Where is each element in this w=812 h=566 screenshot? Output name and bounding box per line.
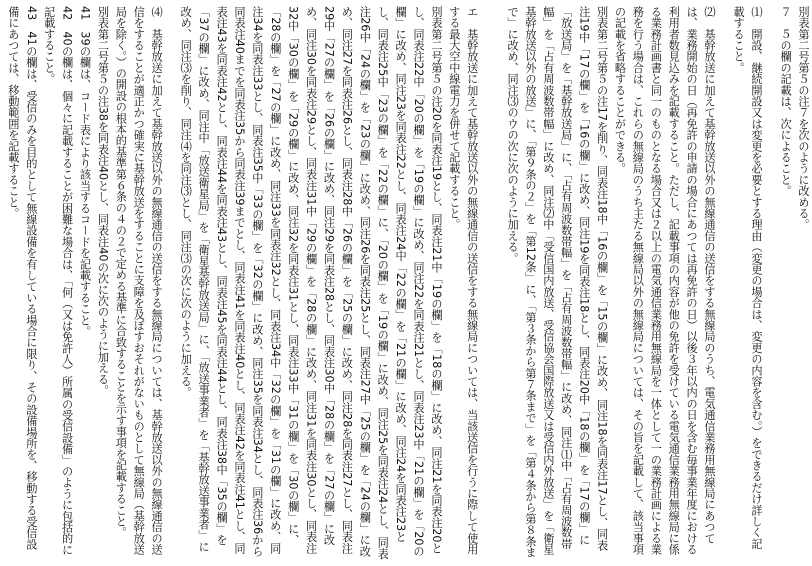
text-line: ⑵ 基幹放送に加えて基幹放送以外の無線通信の送信をする無線局のうち、電気通信業務用無線局にあつては、業務開始の日（再免許の申請の場合にあつては再免許の日）以後３年以内の日を含む毎事業年度における利用者数見込みを記載すること。ただし、記載事項の内容が他の免許を受けている電気通信業務用無線局に係る業務計画書と同一のものとなる場合又は２以上の電気通信業務用無線局を一体として一の業務計画による業務を行う場合は、これらの無線局のうち主たる無線局以外の無線局については、その旨を記載して、該当事項の記載を省略することができる。 [613, 6, 717, 555]
text-line: 43 41の欄は、受信のみを目的として無線設備を有している場合に限り、その設備場所を、移動する受信設備にあつては、移動範囲を記載すること。 [6, 6, 38, 550]
text-line: 別表第二号第５の注17を削り、同表注18中「16の欄」を「15の欄」に改め、同注18を同表注17とし、同表注19中「17の欄」を「16の欄」に改め、同注19を同表注18とし、同表注20中「18の欄」を「17の欄」に「放送局」を「基幹放送局」に、「占有周波数帯幅」を「占有周波数帯幅」に改め、同注⑴中「占有周波数帯幅」を「占有周波数帯幅」に改め、同注⑵中「受信国内放送、受信協会国際放送又は受信内外放送」を「衛星基幹放送以外の放送」に、「第９条の２」を「第12条」に、「第３条から第７条まで」を「第４条から第８条まで」に改め、同注⑶のウの次に次のように加える。 [506, 6, 609, 558]
text-line: ⑴ 開設、継続開設又は変更を必要とする理由（変更の場合は、変更の内容を含む。）をできるだけ詳しく記載すること。 [732, 6, 764, 550]
text-line: ⑷ 基幹放送に加えて基幹放送以外の無線通信の送信をする無線局については、基幹放送以外の無線通信の送信をすることが適正かつ確実に基幹放送をすることに支障を及ぼすおそれがないものとして無線局（基幹放送局を除く。）の開設の根本的基準第６条の４の２で定める基準に合致することを示す事項を記載すること。 [114, 6, 164, 555]
text-line: 42 40の欄は、個々に記載することが困難な場合は、「何（又は免許人）所属の受信設備」のように包括的に記載すること。 [42, 6, 74, 556]
text-line: 別表第二号第５の注20を同表注19とし、同表注21中「19の欄」を「18の欄」に改め、同注21を同表注20とし、同表注22中「20の欄」を「19の欄」に改め、同注22を同表注21とし、同表注23中「21の欄」を「20の欄」に改め、同注23を同表注22とし、同表注24中「22の欄」を「21の欄」に改め、同注24を同表注23とし、同表注25中「23の欄」を「22の欄」に、「20の欄」を「19の欄」に改め、同注25を同表注24とし、同表注26中「24の欄」を「23の欄」に改め、同注26を同表注25とし、同表注27中「25の欄」を「24の欄」に改め、同注27を同表注26とし、同表注28中「26の欄」を「25の欄」に改め、同注28を同表注27とし、同表注29中「27の欄」を「26の欄」に改め、同注29を同表注28とし、同表注30中「28の欄」を「27の欄」に改め、同注30を同表注29とし、同表注31中「29の欄」を「28の欄」に改め、同注31を同表注30とし、同表注32中「30の欄」を「29の欄」に改め、同注32を同表注31とし、同表注33中「31の欄」を「30の欄」に、「28の欄」を「27の欄」に改め、同注33を同表注32とし、同表注34中「32の欄」を「31の欄」に改め、同注34を同表注33とし、同表注35中「33の欄」を「32の欄」に改め、同注35を同表注34とし、同表注36から同表注40までを同表注35から同表注39までとし、同表注41を同表注40とし、同表注42を同表注41とし、同表注43を同表注42とし、同表注44を同表注43とし、同表注45を同表注44とし、同表注38中「35の欄」を「37の欄」に改め、同注中「放送衛星局」を「衛星基幹放送局」に、「放送事業者」を「基幹放送事業者」に改め、同注⑶を削り、同注⑷を同注⑶とし、同注⑶の次に次のように加える。 [179, 6, 443, 560]
text-line: ７ ５の欄の記載は、次によること。 [779, 6, 793, 197]
text-line: 41 39の欄は、コード表により該当するコードを記載すること。 [78, 6, 92, 337]
text-line: エ 基幹放送に加えて基幹放送以外の無線通信の送信をする無線局については、当該送信を行うに際して使用する最大空中線電力を併せて記載すること。 [447, 6, 479, 555]
text-line: 別表第二号第５の注７を次のように改める。 [797, 6, 811, 230]
vertical-text-body [4, 6, 812, 560]
text-line: 別表第二号第５の注38を同表注40とし、同表注40の次に次のように加える。 [96, 6, 110, 396]
